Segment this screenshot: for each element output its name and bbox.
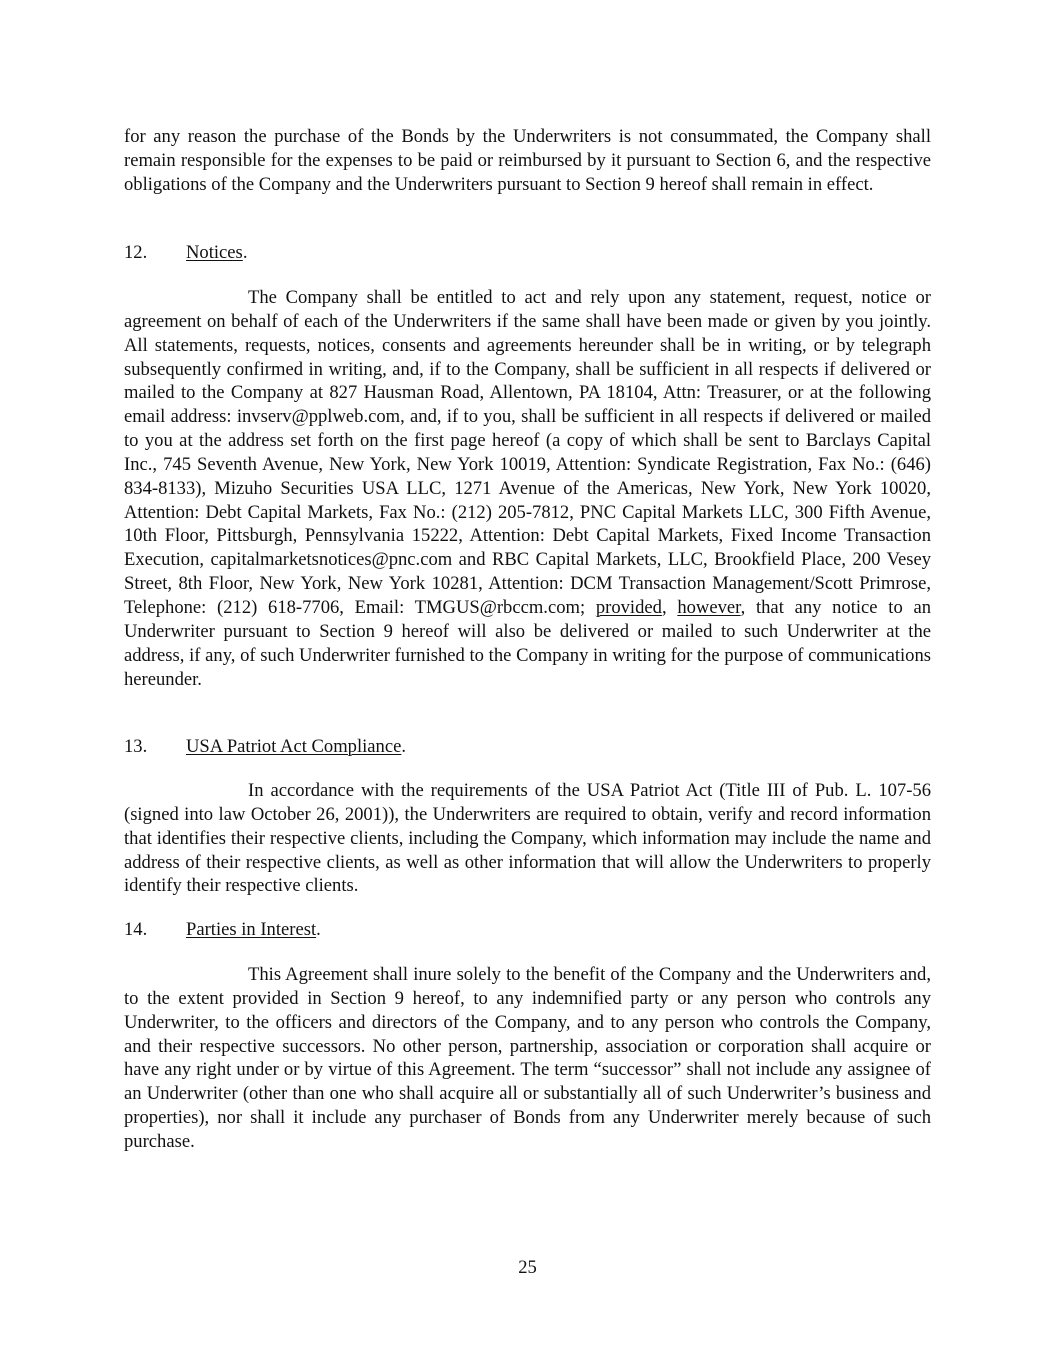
- section-title: Notices: [186, 242, 243, 263]
- section-12-paragraph: [124, 286, 931, 691]
- section-13-paragraph: In accordance with the requirements of the USA Patriot Act (Title III of Pub. L. 107-56 (signed into law October 26, 2001)), the Underwriters are required to obtain, verify and record information that identifies their respective clients, including the Company, which information may include the name and address of their respective clients, as well as other information that will allow the Underwriters to properly identify their respective clients.: [124, 780, 931, 897]
- section-number: 13.: [124, 736, 148, 757]
- section-title-punct: .: [316, 919, 321, 940]
- section-14-paragraph: This Agreement shall inure solely to the benefit of the Company and the Underwriters and, to the extent provided in Section 9 hereof, to any indemnified party or any person who controls any Underwriter, to the officers and directors of the Company, and to any person who controls the Company, and their respective successors. No other person, partnership, association or corporation shall acquire or have any right under or by virtue of this Agreement. The term “successor” shall not include any assignee of an Underwriter (other than one who shall acquire all or substantially all of such Underwriter’s business and properties), nor shall it include any purchaser of Bonds from any Underwriter merely because of such purchase.: [124, 964, 931, 1152]
- section-12-heading: [124, 241, 247, 265]
- section-14-heading: [124, 918, 321, 942]
- section-13-heading: [124, 735, 406, 759]
- page-number: 25: [518, 1257, 537, 1278]
- notices-text-part2: , that any notice to an Underwriter pursuant to Section 9 hereof will also be delivered or mailed to such Underwriter at the address, if any, of such Underwriter furnished to the Company in writing for the purpose of communications hereunder.: [124, 596, 932, 690]
- separator-text: ,: [661, 596, 678, 618]
- section-number: 12.: [124, 242, 148, 263]
- provided-word: provided: [595, 596, 662, 618]
- section-title-punct: .: [401, 736, 407, 757]
- section-title-punct: .: [242, 242, 248, 263]
- continuation-paragraph: for any reason the purchase of the Bonds by the Underwriters is not consummated, the Company shall remain responsible for the expenses to be paid or reimbursed by it pursuant to Section 6, and the respective obligations of the Company and the Underwriters pursuant to Section 9 hereof shall remain in effect.: [124, 126, 931, 195]
- however-word: however: [677, 596, 741, 618]
- notices-text-part1: The Company shall be entitled to act and rely upon any statement, request, notice or agreement on behalf of each of the Underwriters if the same shall have been made or given by you jointly. All statements, requests, notices, consents and agreements hereunder shall be in writing, or by telegraph subsequently confirmed in writing, and, if to the Company, shall be sufficient in all respects if delivered or mailed to the Company at 827 Hausman Road, Allentown, PA 18104, Attn: Treasurer, or at the following email address: invserv@pplweb.com, and, if to you, shall be sufficient in all respects if delivered or mailed to you at the address set forth on the first page hereof (a copy of which shall be sent to Barclays Capital Inc., 745 Seventh Avenue, New York, New York 10019, Attention: Syndicate Registration, Fax No.: (646) 834-8133), Mizuho Securities USA LLC, 1271 Avenue of the Americas, New York, New York 10020, Attention: Debt Capital Markets, Fax No.: (212) 205-7812, PNC Capital Markets LLC, 300 Fifth Avenue, 10th Floor, Pittsburgh, Pennsylvania 15222, Attention: Debt Capital Markets, Fixed Income Transaction Execution, capitalmarketsnotices@pnc.com and RBC Capital Markets, LLC, Brookfield Place, 200 Vesey Street, 8th Floor, New York, New York 10281, Attention: DCM Transaction Management/Scott Primrose, Telephone: (212) 618-7706, Email: TMGUS@rbccm.com;: [124, 287, 931, 618]
- section-number: 14.: [124, 919, 148, 940]
- section-title: Parties in Interest: [186, 919, 317, 940]
- section-title: USA Patriot Act Compliance: [186, 736, 402, 757]
